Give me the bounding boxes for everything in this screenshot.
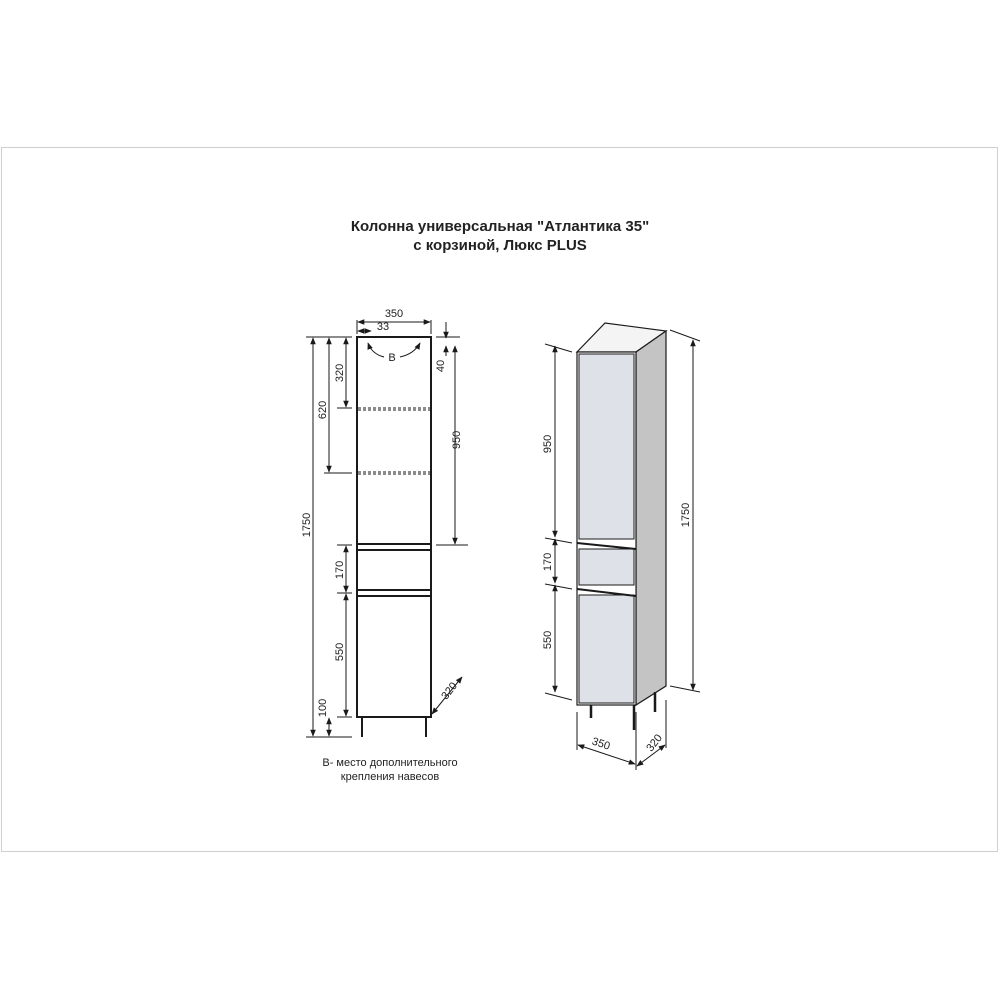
front-cabinet-outline (357, 337, 431, 717)
mount-arrow-left (368, 343, 384, 357)
iso-view (577, 323, 666, 730)
note-line-2: крепления навесов (340, 771, 440, 783)
front-view (357, 337, 431, 737)
label-front-lower: 550 (334, 642, 346, 662)
title-line-1: Колонна универсальная "Атлантика 35" (350, 218, 650, 235)
front-dim-labels (301, 308, 463, 717)
label-iso-drawer: 170 (542, 552, 554, 572)
front-dimensions (306, 320, 468, 737)
iso-drawer (579, 549, 634, 585)
iso-lower-door (579, 595, 634, 703)
label-iso-door: 950 (542, 434, 554, 454)
iso-side-face (636, 331, 666, 705)
note-line-1: В- место дополнительного (322, 757, 458, 769)
label-front-total: 1750 (301, 512, 313, 538)
label-front-drawer: 170 (334, 560, 346, 580)
label-front-top-offset: 40 (435, 359, 447, 373)
label-front-width: 350 (384, 308, 404, 320)
label-front-door: 950 (451, 430, 463, 450)
label-iso-lower: 550 (542, 630, 554, 650)
label-front-leg: 100 (317, 698, 329, 718)
label-front-inset: 33 (376, 321, 390, 333)
label-iso-total: 1750 (680, 502, 692, 528)
label-front-mount: В (388, 352, 396, 364)
mount-arrow-right (400, 343, 420, 357)
label-front-shelf-gap: 320 (334, 363, 346, 383)
iso-upper-door (579, 354, 634, 539)
label-iso-depth: 320 (644, 732, 666, 755)
label-front-upper: 620 (317, 400, 329, 420)
title-line-2: с корзиной, Люкс PLUS (413, 237, 587, 254)
label-front-depth: 320 (439, 680, 461, 703)
label-iso-width: 350 (590, 735, 612, 753)
